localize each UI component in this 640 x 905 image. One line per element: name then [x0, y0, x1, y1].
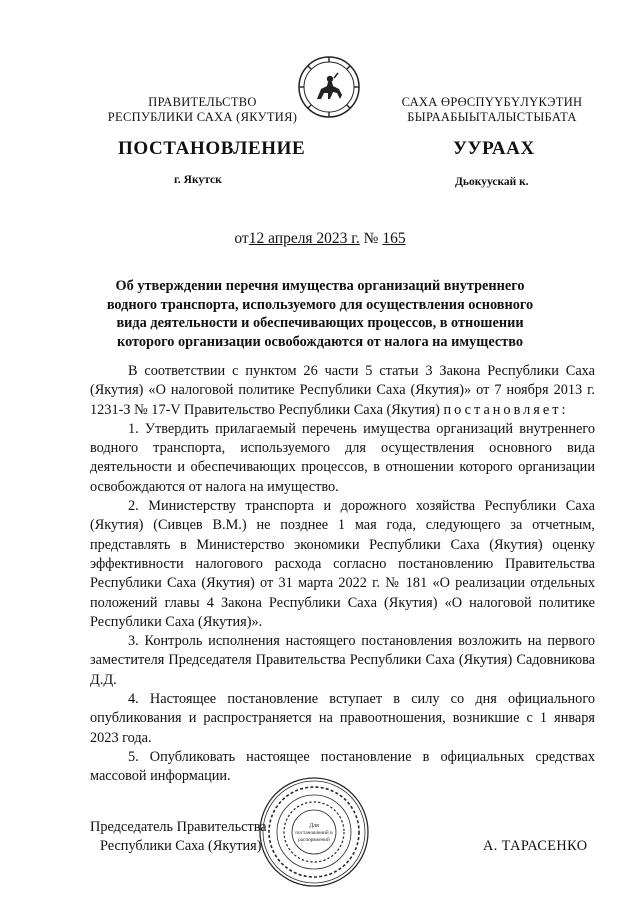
resolves-word: постановляет: [443, 401, 569, 418]
doc-title: Об утверждении перечня имущества организаций внутреннего водного транспорта, используемого для осуществления основного вида деятельности и обеспечивающих процессов, в отношении которого организации освобождаются от налога на имущество [106, 278, 534, 350]
org-name-russian [100, 95, 305, 125]
doc-type-yakut: УУРААХ [453, 138, 535, 159]
clause-2: 2. Министерству транспорта и дорожного хозяйства Республики Саха (Якутия) (Сивцев В.М.) не позднее 1 мая года, следующего за отчетным, представлять в Министерство экономики Республики Саха (Якутия) оценку эффективности налогового расхода согласно постановлению Правительства Республики Саха (Якутия) от 31 марта 2022 г. № 181 «О реализации отдельных положений главы 4 Закона Республики Саха (Якутия) «О налоговой политике Республики Саха (Якутия)». [90, 498, 595, 630]
org-name-line: САХА ӨРӨСПҮҮБҮЛҮКЭТИН [401, 95, 583, 109]
signatory-name: А. ТАРАСЕНКО [483, 838, 588, 854]
city-yakut: Дьокуускай к. [455, 176, 529, 188]
doc-date: 12 апреля 2023 г. [248, 230, 360, 247]
org-name-line: БЫРААБЫЫТАЛЫСТЫБАТА [407, 110, 577, 124]
org-name-line: РЕСПУБЛИКИ САХА (ЯКУТИЯ) [107, 110, 298, 124]
org-name-line: ПРАВИТЕЛЬСТВО [148, 95, 257, 109]
position-line: Председатель Правительства [90, 819, 267, 835]
date-prefix: от [234, 230, 249, 247]
org-name-yakut [392, 95, 592, 125]
city-russian: г. Якутск [174, 174, 222, 186]
doc-body [90, 362, 595, 787]
seal-text-line: распоряжений [298, 837, 330, 843]
doc-number: 165 [382, 230, 406, 247]
intro-text: В соответствии с пунктом 26 части 5 статьи 3 Закона Республики Саха (Якутия) «О налоговой политике Республики Саха (Якутия)» от 7 ноября 2013 г. 1231-З № 17-V Правительство Республики Саха (Якутия) [90, 363, 595, 418]
clause-5: 5. Опубликовать настоящее постановление в официальных средствах массовой информации. [90, 748, 595, 785]
number-sign: № [363, 230, 379, 247]
doc-date-number [0, 230, 640, 248]
seal-text-line: Для [309, 823, 319, 829]
official-seal-icon [258, 776, 370, 888]
clause-1: 1. Утвердить прилагаемый перечень имущества организаций внутреннего водного транспорта, используемого для осуществления основного вида деятельности и обеспечивающих процессов, в отношении которого организации освобождаются от налога на имущество. [90, 420, 595, 495]
seal-text-line: постановлений и [295, 830, 333, 836]
intro-paragraph [90, 362, 595, 420]
position-line: Республики Саха (Якутия) [100, 838, 262, 855]
doc-type-russian: ПОСТАНОВЛЕНИЕ [118, 138, 306, 159]
signatory-position [90, 818, 267, 857]
coat-of-arms-icon [297, 55, 361, 119]
clause-4: 4. Настоящее постановление вступает в силу со дня официального опубликования и распространяется на правоотношения, возникшие с 1 января 2023 года. [90, 691, 595, 746]
clause-3: 3. Контроль исполнения настоящего постановления возложить на первого заместителя Председателя Правительства Республики Саха (Якутия) Садовникова Д.Д. [90, 633, 595, 688]
